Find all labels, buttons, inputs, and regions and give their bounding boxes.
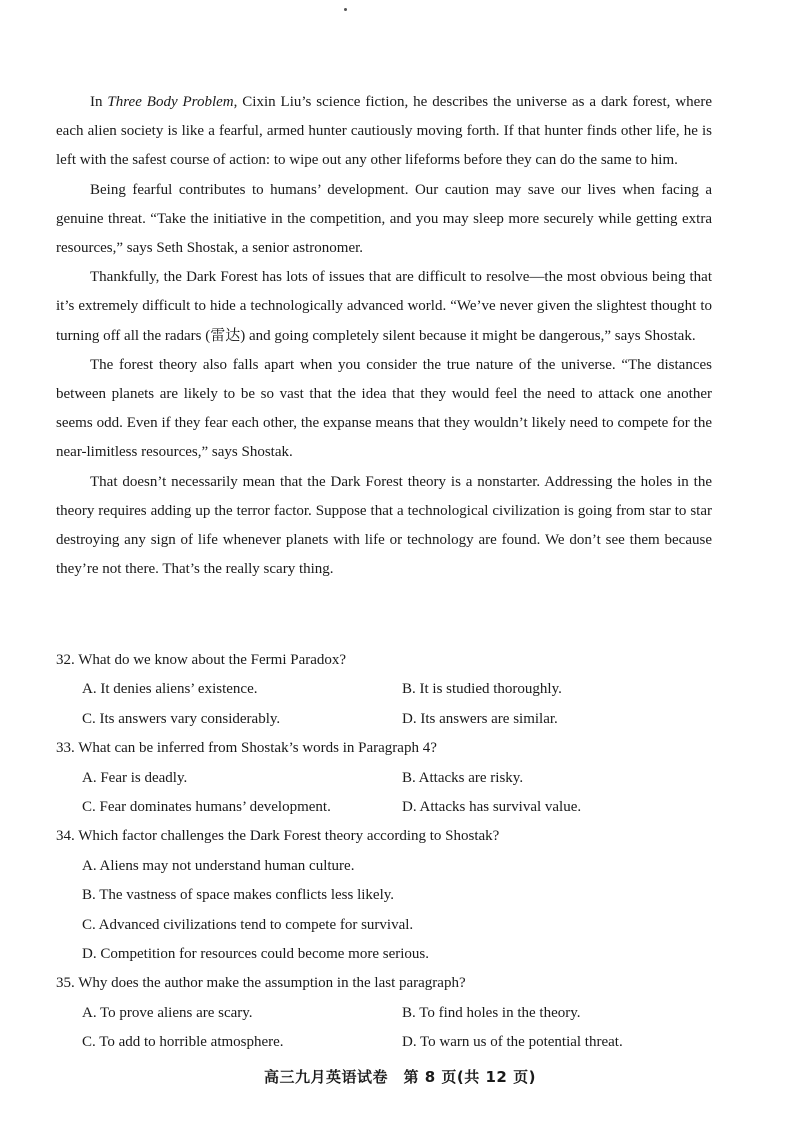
option-d: D. Attacks has survival value. xyxy=(402,798,582,815)
option-grid xyxy=(56,999,716,1058)
option-a: A. To prove aliens are scary. xyxy=(82,1004,253,1021)
question-stem: 34. Which factor challenges the Dark Forest theory according to Shostak? xyxy=(56,828,500,845)
question-stem: 33. What can be inferred from Shostak’s words in Paragraph 4? xyxy=(56,740,437,757)
page-footer: 高三九月英语试卷 第 8 页(共 12 页) xyxy=(264,1068,536,1086)
question-33 xyxy=(56,734,716,822)
option-d: D. Its answers are similar. xyxy=(402,710,558,727)
option-a: A. Fear is deadly. xyxy=(82,769,188,786)
scan-dot xyxy=(344,8,347,11)
option-list xyxy=(56,852,716,970)
option-d: D. To warn us of the potential threat. xyxy=(402,1034,623,1051)
option-d: D. Competition for resources could become more serious. xyxy=(82,945,429,962)
option-a: A. It denies aliens’ existence. xyxy=(82,681,258,698)
reading-passage xyxy=(56,88,712,584)
book-title: Three Body Problem xyxy=(107,94,234,110)
option-c: C. Advanced civilizations tend to compete for survival. xyxy=(82,916,414,933)
question-35 xyxy=(56,969,716,1057)
option-a: A. Aliens may not understand human culture. xyxy=(82,857,355,874)
question-32 xyxy=(56,646,716,734)
question-stem: 35. Why does the author make the assumption in the last paragraph? xyxy=(56,975,466,992)
option-b: B. It is studied thoroughly. xyxy=(402,681,562,698)
option-grid xyxy=(56,764,716,823)
option-c: C. Fear dominates humans’ development. xyxy=(82,798,331,815)
option-b: B. Attacks are risky. xyxy=(402,769,524,786)
question-34 xyxy=(56,822,716,969)
question-list xyxy=(56,646,716,1057)
paragraph-5: That doesn’t necessarily mean that the Dark Forest theory is a nonstarter. Addressing the holes in the theory requires adding up the terror factor. Suppose that a technological civilization is going from star to star destroying any sign of life whenever planets with life or technology are found. We don’t see them because they’re not there. That’s the really scary thing. xyxy=(56,473,712,578)
option-c: C. Its answers vary considerably. xyxy=(82,710,281,727)
option-grid xyxy=(56,675,716,734)
option-b: B. The vastness of space makes conflicts less likely. xyxy=(82,887,395,904)
question-stem: 32. What do we know about the Fermi Paradox? xyxy=(56,652,347,668)
option-b: B. To find holes in the theory. xyxy=(402,1004,581,1021)
paragraph-4: The forest theory also falls apart when you consider the true nature of the universe. “The distances between planets are likely to be so vast that the idea that they would feel the need to attack one another seems odd. Even if they fear each other, the expanse means that they wouldn’t likely need to compete for the near-limitless resources,” says Shostak. xyxy=(56,356,712,461)
paragraph-3: Thankfully, the Dark Forest has lots of issues that are difficult to resolve—the most obvious being that it’s extremely difficult to hide a technologically advanced world. “We’ve never given the slightest thought to turning off all the radars (雷达) and going completely silent because it might be dangerous,” says Shostak. xyxy=(56,269,712,344)
paragraph-2: Being fearful contributes to humans’ development. Our caution may save our lives when facing a genuine threat. “Take the initiative in the competition, and you may sleep more securely while getting extra resources,” says Seth Shostak, a senior astronomer. xyxy=(56,181,712,257)
paragraph-1: In Three Body Problem, Cixin Liu’s science fiction, he describes the universe as a dark forest, where each alien society is like a fearful, armed hunter cautiously moving forth. If that hunter finds other life, he is left with the safest course of action: to wipe out any other lifeforms before they can do the same to him. xyxy=(56,94,712,169)
option-c: C. To add to horrible atmosphere. xyxy=(82,1034,284,1051)
